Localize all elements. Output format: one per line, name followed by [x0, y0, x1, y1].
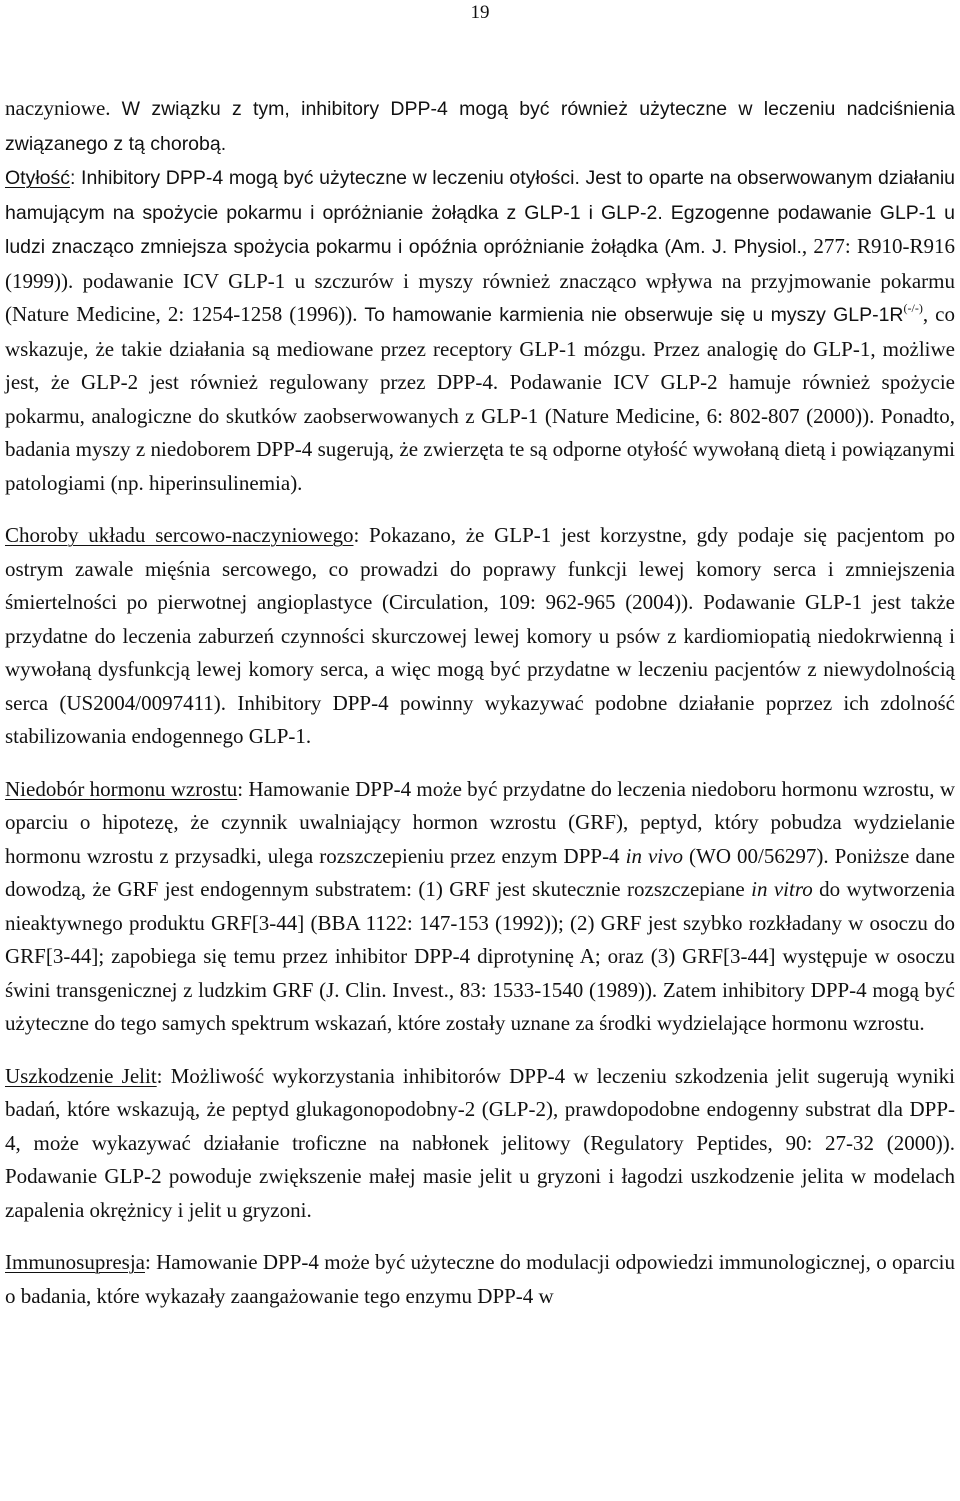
paragraph-intestinal-injury [5, 1060, 955, 1228]
text-span: Zatem inhibitory DPP-4 mogą być użyteczne do tego samych spektrum wskazań, które zostały uznane za środki wydzielające hormonu wzrostu. [5, 977, 955, 1035]
text-span: To hamowanie karmienia nie obserwuje się u myszy GLP-1R [357, 304, 904, 326]
text-span: : Możliwość wykorzystania inhibitorów DPP-4 w leczeniu szkodzenia jelit sugerują wyniki badań, które wskazują, że peptyd glukagonopodobny-2 (GLP-2), prawdopodobne endogenny substrat dla DPP-4, może wykazywać działanie troficzne na nabłonek jelitowy (Regulatory Peptides, 90: 27-32 (2000)). [5, 1063, 955, 1155]
text-span: , 277: R910-R916 (1999)). podawanie ICV GLP-1 u szczurów i myszy również znacząco wpływa na przyjmowanie pokarmu (Nature Medicine, 2: 1254-1258 (1996)). [5, 234, 955, 326]
section-heading-growth-hormone: Niedobór hormonu wzrostu [5, 776, 238, 801]
italic-term: in vivo [625, 843, 683, 868]
text-span: , co wskazuje, że takie działania są mediowane przez receptory GLP-1 mózgu. [5, 302, 955, 361]
text-span: Podawanie GLP-2 powoduje zwiększenie małej masie jelit u gryzoni i łagodzi uszkodzenie jelita w modelach zapalenia okrężnicy i jelit u gryzoni. [5, 1164, 955, 1222]
text-span: Podawanie GLP-1 jest także przydatne do leczenia zaburzeń czynności skurczowej lewej komory u psów z kardiomiopatią niedokrwienną i wywołaną dysfunkcją lewej komory serca, a więc mogą być przydatne w leczeniu pacjentów z niewydolnością serca (US2004/0097411). [5, 590, 955, 715]
page-body [5, 92, 955, 1313]
text-span: , 83: 1533-1540 (1989)). [448, 977, 658, 1002]
section-heading-immunosuppression: Immunosupresja [5, 1250, 145, 1274]
text-span: : Pokazano, że GLP-1 jest korzystne, gdy podaje się pacjentom po ostrym zawale mięśnia sercowego, co prowadzi do poprawy funkcji lewej komory serca i zmniejszenia śmiertelności po pierwotnej angioplastyce (Circulation, 109: 962-965 (2004)). [5, 523, 956, 614]
section-heading-cardiovascular: Choroby układu sercowo-naczyniowego [5, 523, 354, 547]
paragraph-hypertension [5, 92, 955, 161]
section-heading-obesity: Otyłość [5, 167, 71, 189]
paragraph-growth-hormone [5, 773, 955, 1041]
text-span: do wytworzenia nieaktywnego produktu GRF[3-44] (BBA 1122: 147-153 (1992)); (2) GRF jest szybko rozkładany w osoczu do GRF[3-44]; zapobiega się temu przez inhibitor DPP-4 diprotyninę A; oraz (3) GRF[3-44] występuje w osoczu świni transgenicznej z ludzkim GRF (J. Clin. Invest. [5, 877, 955, 1002]
page-number: 19 [470, 2, 490, 23]
text-span: : Hamowanie DPP-4 może być przydatne do leczenia niedoboru hormonu wzrostu, w oparciu o hipotezę, że czynnik uwalniający hormon wzrostu (GRF), peptyd, który pobudza wydzielanie hormonu wzrostu z przysadki, ulega rozszczepieniu przez enzym DPP-4 [5, 776, 955, 868]
section-heading-intestinal-injury: Uszkodzenie Jelit [5, 1063, 157, 1088]
text-span: Ponadto, badania myszy z niedoborem DPP-4 sugerują, że zwierzęta te są odporne otyłość wywołaną dietą i powiązanymi patologiami (np. hiperinsulinemia). [5, 403, 955, 495]
paragraph-obesity [5, 161, 955, 500]
text-span: Przez analogię do GLP-1, możliwe jest, że GLP-2 jest również regulowany przez DPP-4. Podawanie ICV GLP-2 hamuje również spożycie pokarmu, analogiczne do skutków zaobserwowanych z GLP-1 (Nature Medicine, 6: 802-807 (2000)). [5, 336, 955, 428]
text-span: Inhibitory DPP-4 powinny wykazywać podobne działanie poprzez ich zdolność stabilizowania endogennego GLP-1. [5, 690, 955, 748]
text-span: W związku z tym, inhibitory DPP-4 mogą być również użyteczne w leczeniu nadciśnienia związanego z tą chorobą. [5, 98, 955, 155]
paragraph-cardiovascular [5, 519, 955, 754]
text-span: naczyniowe. [5, 96, 122, 120]
text-span: : Inhibitory DPP-4 mogą być użyteczne w leczeniu otyłości. Jest to oparte na obserwowanym działaniu hamującym na spożycie pokarmu i opróżnianie żołądka z GLP-1 i GLP-2. Egzogenne podawanie GLP-1 u ludzi znacząco zmniejsza spożycia pokarmu i opóźnia opróżnianie żołądka (Am. J. Physiol. [5, 167, 955, 258]
text-span: : Hamowanie DPP-4 może być użyteczne do modulacji odpowiedzi immunologicznej, o oparciu o badania, które wykazały zaangażowanie tego enzymu DPP-4 w [5, 1250, 955, 1308]
italic-term: in vitro [751, 877, 813, 901]
superscript-knockout: (-/-) [903, 301, 923, 315]
text-span: Poniższe dane dowodzą, że GRF jest endogennym substratem: (1) GRF jest skutecznie rozszczepiane [5, 843, 956, 901]
paragraph-immunosuppression [5, 1246, 955, 1313]
text-span: (WO 00/56297). [682, 843, 829, 868]
